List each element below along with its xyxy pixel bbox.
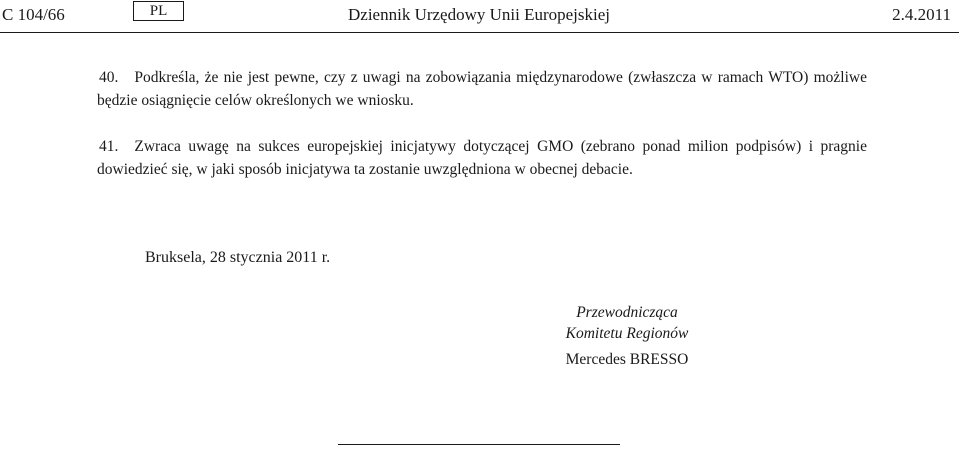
place-and-date: Bruksela, 28 stycznia 2011 r. bbox=[145, 249, 331, 266]
signatory-body: Komitetu Regionów bbox=[565, 325, 689, 342]
publication-date: 2.4.2011 bbox=[892, 5, 951, 24]
language-badge: PL bbox=[133, 1, 184, 21]
paragraph-41 bbox=[97, 135, 867, 181]
page-reference: C 104/66 bbox=[2, 5, 65, 24]
journal-title: Dziennik Urzędowy Unii Europejskiej bbox=[348, 5, 611, 24]
paragraph-text: Zwraca uwagę na sukces europejskiej inicjatywy dotyczącej GMO (zebrano ponad milion podpisów) i pragnie dowiedzieć się, w jaki sposób inicjatywa ta zostanie uwzględniona w obecnej debacie. bbox=[97, 138, 867, 178]
paragraph-number: 40. bbox=[99, 69, 119, 86]
signatory-role: Przewodnicząca bbox=[576, 304, 678, 321]
paragraph-text: Podkreśla, że nie jest pewne, czy z uwagi na zobowiązania międzynarodowe (zwłaszcza w ramach WTO) możliwe będzie osiągnięcie celów określonych we wniosku. bbox=[97, 69, 867, 109]
paragraph-number: 41. bbox=[99, 138, 119, 155]
signatory-name: Mercedes BRESSO bbox=[565, 351, 689, 368]
page-header bbox=[0, 0, 959, 33]
footer-divider bbox=[338, 444, 620, 445]
header-divider bbox=[0, 32, 959, 33]
paragraph-40 bbox=[97, 66, 867, 112]
